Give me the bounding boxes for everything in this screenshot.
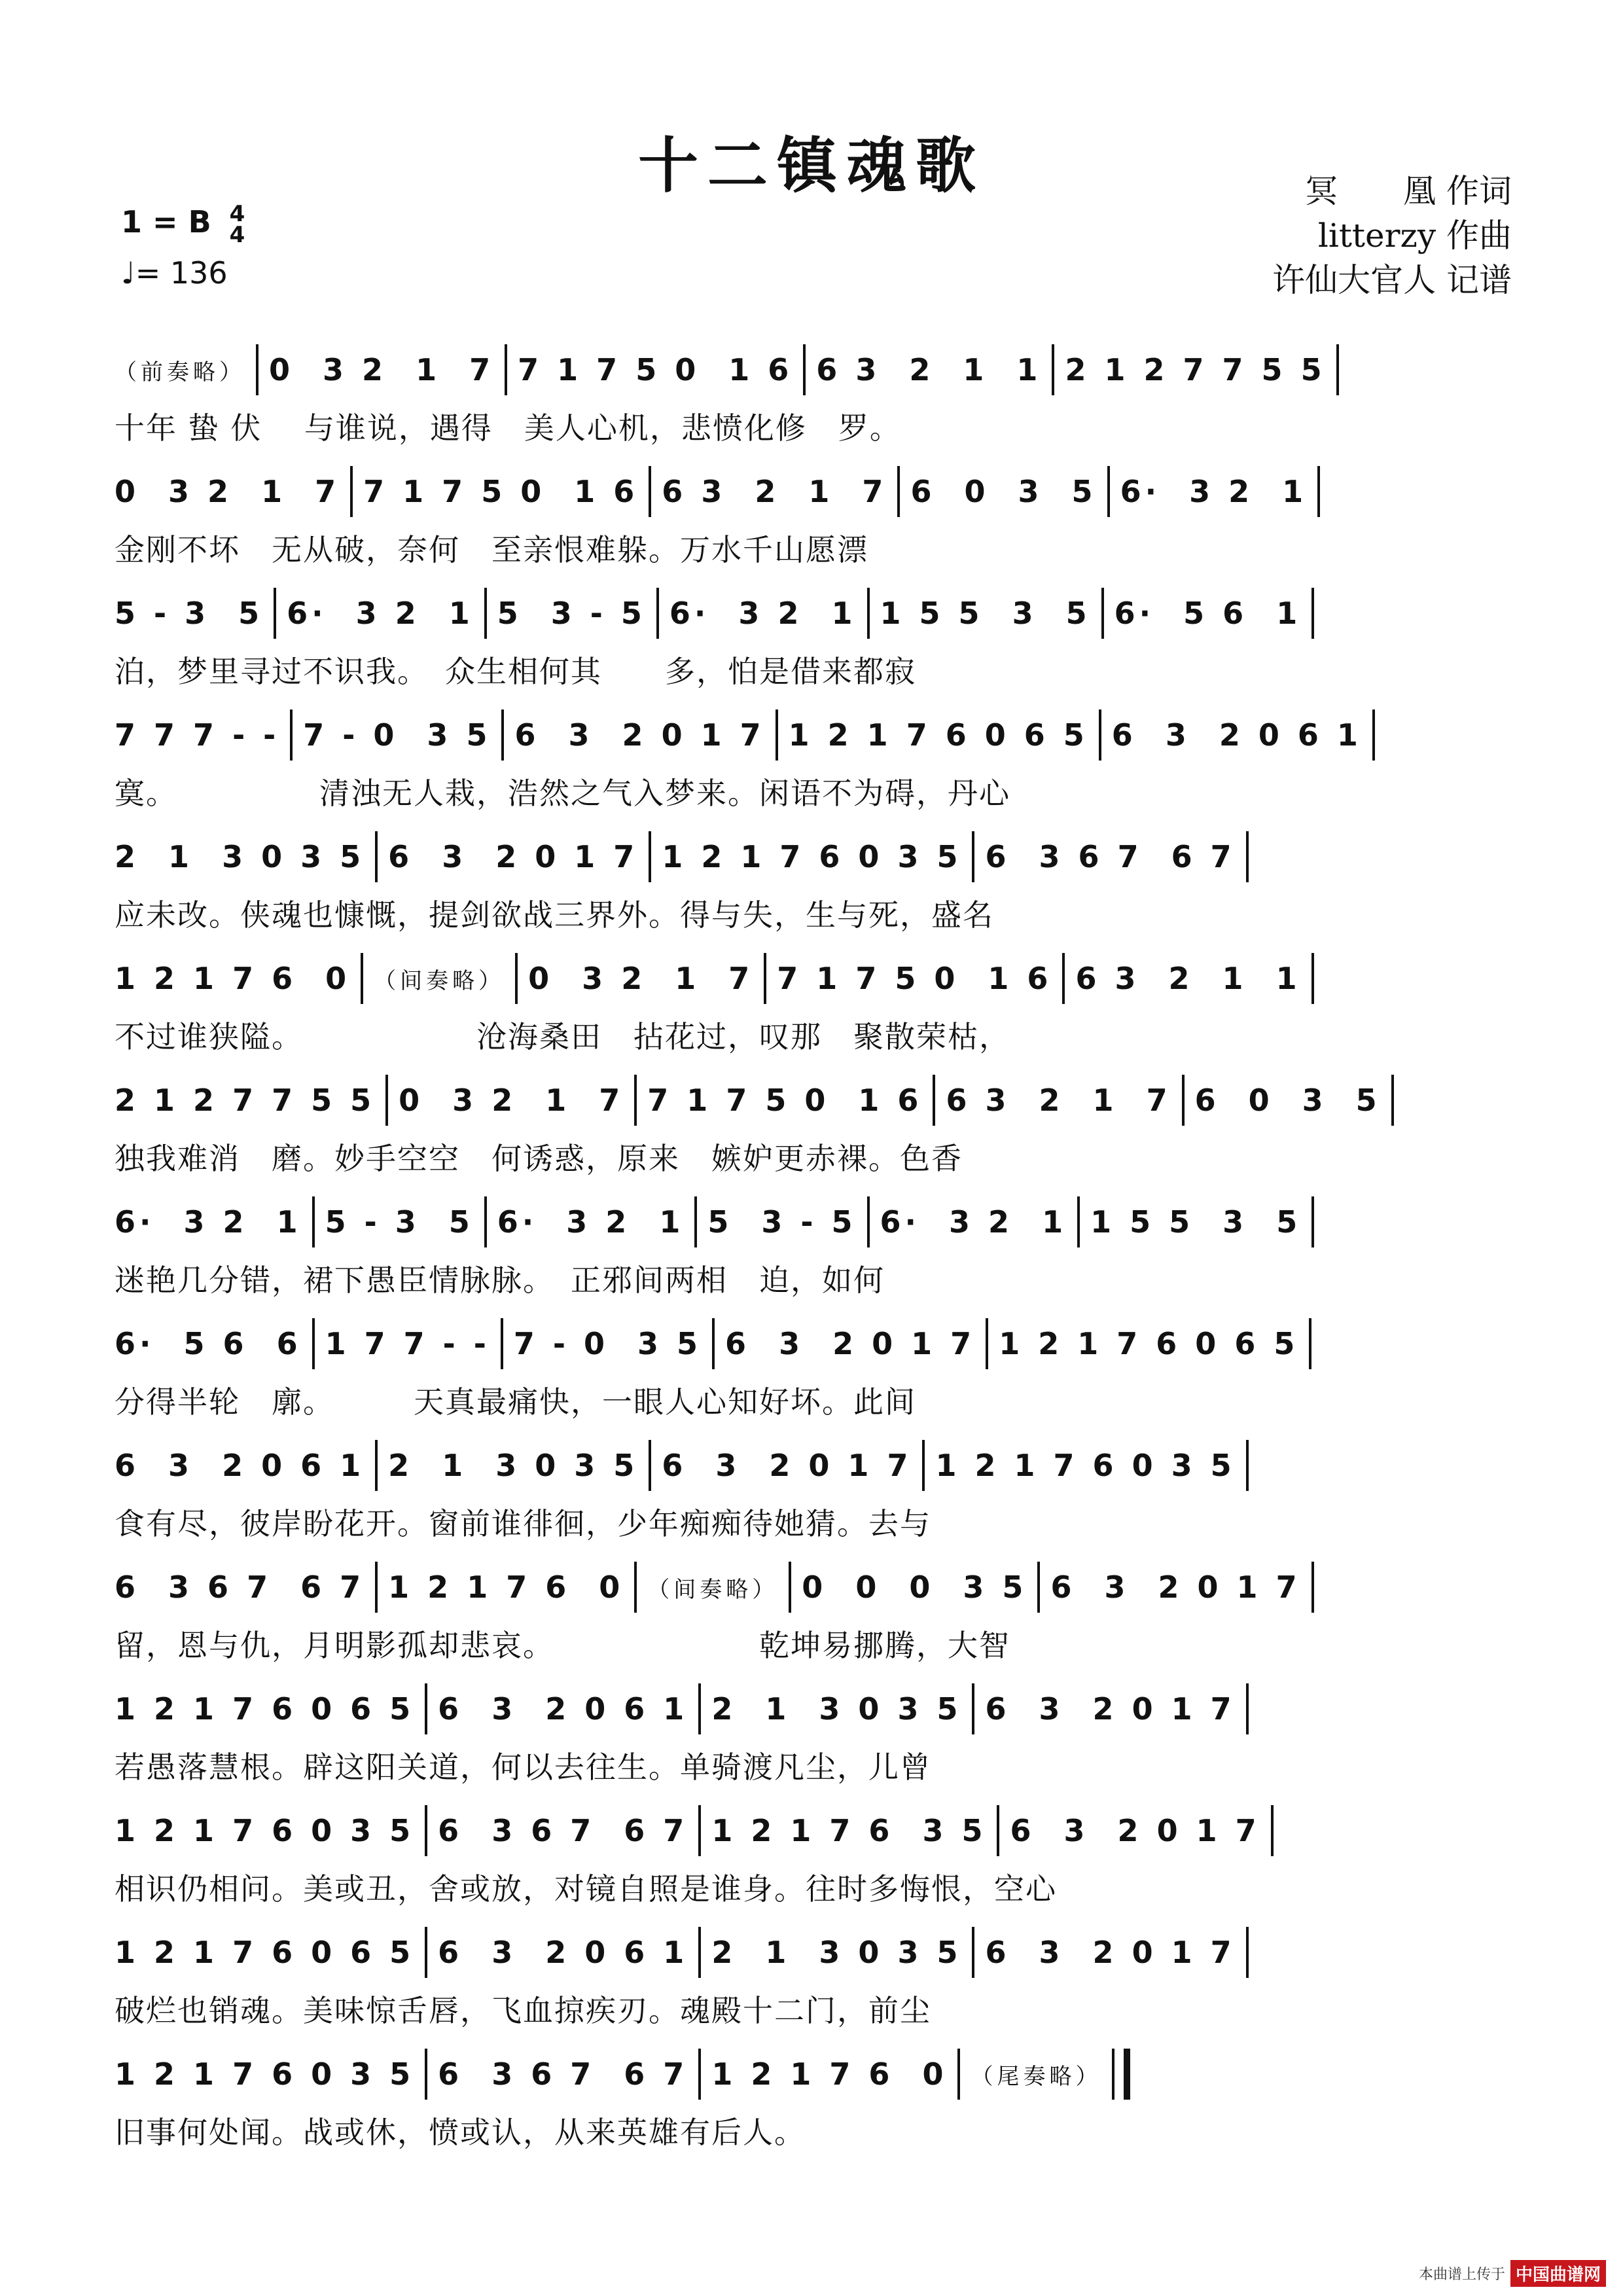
barline [1271,1805,1274,1856]
barline [1062,953,1065,1004]
measure: 6· 3 2 1 [115,1204,302,1240]
notation-line [115,584,1522,643]
barline [425,1927,427,1978]
notation-line [115,340,1522,399]
measure: 1 2 1 7 6 3 5 [711,1813,987,1848]
measure: 6 3 6 7 6 7 [438,1813,688,1848]
outro-marker: （尾奏略） [971,2063,1102,2090]
measure: 6 3 2 0 6 1 [115,1448,365,1483]
measure: 6 3 6 7 6 7 [985,839,1236,874]
measure: 6 0 3 5 [910,474,1097,509]
measure: 6 3 2 0 1 7 [1050,1570,1301,1605]
measure: 1 2 1 7 6 0 [388,1570,624,1605]
barline [1182,1075,1185,1126]
barline [425,1805,427,1856]
measure: 0 3 2 1 7 [115,474,340,509]
barline [1317,466,1320,517]
barline [1099,709,1101,761]
measure: 6 3 2 1 7 [662,474,887,509]
barline [698,1927,701,1978]
lyric-line: 泊，梦里寻过不识我。 众生相何其 多，怕是借来都寂 [115,654,916,689]
measure: 6 3 2 0 1 7 [662,1448,912,1483]
score-system [115,827,1522,931]
barline [1336,344,1339,395]
measure: 1 2 1 7 6 0 [115,961,351,996]
barline [515,953,518,1004]
barline [501,709,504,761]
measure: 6 3 2 0 6 1 [1111,717,1362,753]
score-system [115,1071,1522,1174]
barline [1077,1196,1080,1247]
notation-line [115,1558,1522,1617]
barline [375,831,378,882]
lyric-line: 不过谁狭隘。 沧海桑田 拈花过，叹那 聚散荣枯， [115,1019,1010,1054]
barline [789,1562,791,1613]
measure: 6 3 6 7 6 7 [115,1570,365,1605]
score-system [115,1314,1522,1418]
score-system [115,1679,1522,1783]
barline [484,1196,487,1247]
measure: 6· 3 2 1 [497,1204,685,1240]
notation-line [115,1436,1522,1495]
barline [274,588,276,639]
notation-line [115,1193,1522,1251]
measure: 1 2 1 7 6 0 6 5 [999,1326,1299,1361]
time-signature: 4 4 [229,200,245,248]
measure: 1 2 1 7 6 0 3 5 [115,1813,415,1848]
barline [634,1075,637,1126]
barline [933,1075,935,1126]
measure: 6 3 2 1 1 [816,352,1042,387]
barline [803,344,806,395]
lyric-line: 迷艳几分错，裙下愚臣情脉脉。 正邪间两相 迫，如何 [115,1263,885,1298]
barline [698,2049,701,2100]
measure: 6 3 2 0 1 7 [725,1326,976,1361]
lyric-line: 破烂也销魂。美味惊舌唇，飞血掠疾刃。魂殿十二门，前尘 [115,1993,931,2028]
score-system [115,2045,1522,2148]
notation-line [115,827,1522,886]
score-system [115,1193,1522,1296]
barline [1246,1927,1249,1978]
final-barline [1112,2049,1130,2100]
barline [375,1562,378,1613]
barline [776,709,778,761]
measure: 7 - 0 3 5 [513,1326,702,1361]
notation-line [115,1071,1522,1130]
site-logo: 中国曲谱网 [1510,2260,1606,2287]
barline [375,1440,378,1491]
barline [312,1318,315,1369]
measure: 1 2 1 7 6 0 6 5 [115,1935,415,1970]
measure: 1 5 5 3 5 [1090,1204,1302,1240]
notation-line [115,462,1522,521]
lyric-line: 十年 蛰 伏 与谁说，遇得 美人心机，悲愤化修 罗。 [115,410,901,446]
barline [1311,953,1314,1004]
measure: 7 7 7 - - [115,717,280,753]
lyric-line: 独我难消 磨。妙手空空 何诱惑，原来 嫉妒更赤裸。色香 [115,1141,963,1176]
barline [986,1318,988,1369]
barline [501,1318,503,1369]
measure: 2 1 3 0 3 5 [388,1448,639,1483]
measure: 1 7 7 - - [325,1326,490,1361]
measure: 1 2 1 7 6 0 3 5 [662,839,962,874]
notation-line [115,1801,1522,1860]
barline [425,2049,427,2100]
lyric-line: 留，恩与仇，月明影孤却悲哀。 乾坤易挪腾，大智 [115,1628,1010,1663]
credits [1272,169,1512,302]
measure: 7 - 0 3 5 [303,717,491,753]
barline [1037,1562,1040,1613]
credit-composer: litterzy 作曲 [1317,217,1512,255]
barline [484,588,487,639]
barline [1246,1683,1249,1734]
interlude-marker: （间奏略） [374,967,505,994]
measure: 1 2 1 7 6 0 [711,2056,948,2092]
measure: 2 1 3 0 3 5 [711,1691,962,1727]
lyric-line: 分得半轮 廓。 天真最痛快，一眼人心知好坏。此间 [115,1384,916,1420]
interlude-marker: （间奏略） [647,1576,779,1603]
notation-line [115,706,1522,764]
barline [634,1562,637,1613]
barline [425,1683,427,1734]
measure: 6 3 2 0 1 7 [388,839,639,874]
measure: 2 1 3 0 3 5 [711,1935,962,1970]
barline [1101,588,1104,639]
score-system [115,706,1522,809]
score-system [115,1436,1522,1539]
measure: 7 1 7 5 0 1 6 [518,352,793,387]
credit-lyricist: 冥 凰 作词 [1305,172,1512,210]
measure: 6 3 2 0 1 7 [1010,1813,1260,1848]
barline [1052,344,1054,395]
lyric-line: 若愚落慧根。辟这阳关道，何以去往生。单骑渡凡尘，儿曾 [115,1749,931,1785]
notation-line [115,1923,1522,1982]
lyric-line: 相识仍相问。美或丑，舍或放，对镜自照是谁身。往时多悔恨，空心 [115,1871,1057,1907]
barline [712,1318,715,1369]
barline [698,1805,701,1856]
notation-line [115,1679,1522,1738]
barline [1246,1440,1249,1491]
measure: 6· 3 2 1 [880,1204,1067,1240]
measure: 0 3 2 1 7 [399,1083,624,1118]
intro-marker: （前奏略） [115,359,245,386]
barline [290,709,293,761]
score-system [115,462,1522,565]
notation-line [115,2045,1522,2104]
measure: 2 1 2 7 7 5 5 [115,1083,376,1118]
barline [1311,1196,1314,1247]
barline [972,831,974,882]
barline [972,1927,974,1978]
measure: 6 0 3 5 [1194,1083,1381,1118]
measure: 1 2 1 7 6 0 3 5 [935,1448,1236,1483]
measure: 5 - 3 5 [325,1204,474,1240]
measure: 6 3 2 0 1 7 [985,1935,1236,1970]
barline [972,1683,974,1734]
measure: 6 3 2 0 6 1 [438,1935,688,1970]
measure: 6 3 6 7 6 7 [438,2056,688,2092]
measure: 5 3 - 5 [497,596,646,631]
credit-transcriber: 许仙大官人 记谱 [1272,261,1512,299]
barline [1311,588,1314,639]
footer [1419,2260,1606,2287]
notation-line [115,949,1522,1008]
measure: 6 3 2 0 1 7 [985,1691,1236,1727]
measure: 6 3 2 1 7 [946,1083,1171,1118]
barline [694,1196,697,1247]
key-signature: 1 = B [121,204,211,240]
measure: 0 3 2 1 7 [269,352,495,387]
measure: 6· 3 2 1 [669,596,857,631]
lyric-line: 金刚不坏 无从破，奈何 至亲恨难躲。万水千山愿漂 [115,532,868,567]
measure: 1 2 1 7 6 0 6 5 [115,1691,415,1727]
notation-line [115,1314,1522,1373]
barline [312,1196,315,1247]
barline [764,953,766,1004]
measure: 1 2 1 7 6 0 3 5 [115,2056,415,2092]
measure: 7 1 7 5 0 1 6 [777,961,1052,996]
key-tempo-block [121,196,245,298]
measure: 6 3 2 0 1 7 [514,717,765,753]
measure: 7 1 7 5 0 1 6 [647,1083,923,1118]
barline [867,588,870,639]
barline [350,466,353,517]
barline [1309,1318,1311,1369]
score-system [115,1923,1522,2026]
barline [1311,1562,1314,1613]
barline [957,2049,960,2100]
measure: 5 - 3 5 [115,596,264,631]
barline [997,1805,999,1856]
score-system [115,340,1522,444]
measure: 7 1 7 5 0 1 6 [363,474,639,509]
score-system [115,1801,1522,1905]
barline [505,344,507,395]
song-title: 十二镇魂歌 [637,130,985,201]
measure: 2 1 2 7 7 5 5 [1065,352,1326,387]
measure: 6· 5 6 6 [115,1326,302,1361]
measure: 6· 3 2 1 [287,596,474,631]
measure: 0 0 0 3 5 [802,1570,1027,1605]
score-system [115,949,1522,1052]
lyric-line: 旧事何处闻。战或休，愤或认，从来英雄有后人。 [115,2115,806,2150]
barline [649,1440,651,1491]
barline [897,466,900,517]
lyric-line: 食有尽，彼岸盼花开。窗前谁徘徊，少年痴痴待她猜。去与 [115,1506,931,1541]
barline [656,588,659,639]
measure: 6 3 2 1 1 [1075,961,1301,996]
measure: 6· 3 2 1 [1120,474,1308,509]
score-system [115,1558,1522,1661]
barline [867,1196,870,1247]
barline [1107,466,1110,517]
measure: 2 1 3 0 3 5 [115,839,365,874]
measure: 5 3 - 5 [707,1204,857,1240]
barline [1391,1075,1394,1126]
barline [1372,709,1375,761]
lyric-line: 寞。 清浊无人栽，浩然之气入梦来。闲语不为碍，丹心 [115,776,1010,811]
measure: 0 3 2 1 7 [528,961,754,996]
measure: 6· 5 6 1 [1114,596,1302,631]
barline [361,953,363,1004]
barline [1246,831,1249,882]
footer-text: 本曲谱上传于 [1418,2267,1505,2283]
barline [256,344,259,395]
measure: 1 2 1 7 6 0 6 5 [788,717,1088,753]
barline [649,466,651,517]
barline [698,1683,701,1734]
tempo-marking: ♩= 136 [121,255,228,291]
measure: 6 3 2 0 6 1 [438,1691,688,1727]
barline [922,1440,925,1491]
lyric-line: 应未改。侠魂也慷慨，提剑欲战三界外。得与失，生与死，盛名 [115,897,994,933]
measure: 1 5 5 3 5 [880,596,1091,631]
barline [385,1075,388,1126]
barline [649,831,651,882]
score-system [115,584,1522,687]
